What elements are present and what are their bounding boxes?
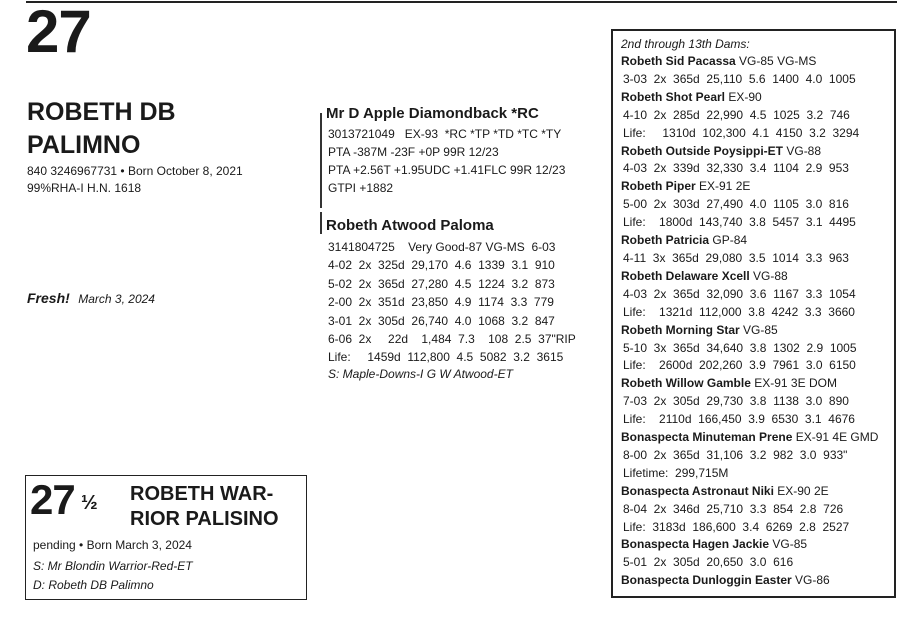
ancestor-dam-name: Bonaspecta Astronaut Niki: [621, 483, 774, 498]
top-rule: [26, 1, 897, 3]
ancestor-dam-record: 5-01 2x 305d 20,650 3.0 616: [623, 555, 794, 570]
ancestor-dam-title: [621, 572, 894, 590]
ancestor-dam-entry: [621, 143, 894, 179]
sire-line: PTA -387M -23F +0P 99R 12/23: [328, 145, 499, 159]
ancestor-dam-entry: [621, 429, 894, 483]
calf-lot-half: ½: [81, 492, 98, 514]
dam-record-row: 2-00 2x 351d 23,850 4.9 1174 3.3 779: [328, 295, 554, 310]
ancestor-dam-classification: VG-88: [783, 143, 822, 158]
ancestor-dam-title: [621, 89, 894, 107]
calf-dam: D: Robeth DB Palimno: [33, 578, 154, 592]
ancestor-dam-name: Robeth Willow Gamble: [621, 376, 751, 391]
ancestor-dam-record: 5-00 2x 303d 27,490 4.0 1105 3.0 816: [623, 197, 849, 212]
ancestor-dam-classification: EX-90: [725, 89, 762, 104]
dam-record-block: [328, 238, 576, 367]
ancestor-dam-classification: EX-91 4E GMD: [792, 430, 879, 445]
dams-list: [621, 53, 894, 590]
sire-bracket: [320, 113, 322, 208]
ancestor-dam-entry: [621, 53, 894, 89]
ancestor-dam-title: [621, 429, 894, 447]
ancestor-dam-name: Robeth Sid Pacassa: [621, 54, 736, 68]
ancestor-dam-entry: [621, 268, 894, 322]
dam-sire-line: S: Maple-Downs-I G W Atwood-ET: [328, 367, 513, 381]
ancestor-dam-name: Bonaspecta Hagen Jackie: [621, 537, 770, 552]
ancestor-dam-classification: VG-85 VG-MS: [735, 54, 817, 68]
ancestor-dam-name: Robeth Patricia: [621, 233, 710, 248]
fresh-date: March 3, 2024: [78, 292, 155, 306]
ancestor-dam-record: 4-10 2x 285d 22,990 4.5 1025 3.2 746: [623, 107, 850, 122]
dam-record-row: 6-06 2x 22d 1,484 7.3 108 2.5 37"RIP: [328, 331, 576, 346]
ancestor-dam-record: 4-11 3x 365d 29,080 3.5 1014 3.3 963: [623, 250, 849, 265]
ancestor-dam-name: Robeth Delaware Xcell: [621, 268, 750, 283]
ancestor-dam-name: Bonaspecta Dunloggin Easter: [621, 573, 792, 588]
dam-reg: 3141804725 Very Good-87 VG-MS 6-03: [328, 240, 556, 254]
ancestor-dam-classification: VG-85: [769, 537, 808, 552]
ancestor-dam-classification: EX-90 2E: [773, 483, 829, 498]
calf-name: ROBETH WAR-RIOR PALISINO: [130, 483, 279, 530]
ancestor-dam-title: [621, 322, 894, 340]
ancestor-dam-name: Robeth Shot Pearl: [621, 89, 726, 104]
ancestor-dam-entry: [621, 232, 894, 268]
ancestor-dam-record: 4-03 2x 339d 32,330 3.4 1104 2.9 953: [623, 161, 849, 176]
calf-lot-number: 27: [30, 476, 75, 523]
ancestor-dam-entry: [621, 178, 894, 232]
ancestor-dam-entry: [621, 536, 894, 572]
ancestor-dam-entry: [621, 322, 894, 376]
dam-record-row: Life: 1459d 112,800 4.5 5082 3.2 3615: [328, 350, 564, 365]
ancestor-dam-name: Robeth Morning Star: [621, 322, 740, 337]
ancestor-dam-record: Life: 2110d 166,450 3.9 6530 3.1 4676: [623, 412, 855, 427]
sire-line: GTPI +1882: [328, 181, 394, 195]
sire-line: 3013721049 EX-93 *RC *TP *TD *TC *TY: [328, 127, 562, 141]
ancestor-dam-name: Robeth Outside Poysippi-ET: [621, 143, 784, 158]
ancestor-dam-record: Life: 1321d 112,000 3.8 4242 3.3 3660: [623, 304, 855, 319]
ancestor-dam-classification: GP-84: [709, 233, 748, 248]
ancestor-dam-entry: [621, 375, 894, 429]
ancestor-dam-name: Robeth Piper: [621, 179, 696, 194]
ancestor-dam-title: [621, 375, 894, 393]
fresh-label: Fresh!: [27, 290, 70, 306]
ancestor-dam-title: [621, 53, 894, 71]
ancestor-dam-title: [621, 143, 894, 161]
fresh-line: [27, 290, 155, 308]
ancestor-dam-record: Life: 1310d 102,300 4.1 4150 3.2 3294: [623, 125, 860, 140]
dams-header: 2nd through 13th Dams:: [621, 37, 750, 51]
ancestor-dam-classification: EX-91 3E DOM: [750, 376, 837, 391]
calf-sire: S: Mr Blondin Warrior-Red-ET: [33, 559, 193, 573]
cow-name: ROBETH DB PALIMNO: [27, 98, 176, 159]
dam-record-row: 3-01 2x 305d 26,740 4.0 1068 3.2 847: [328, 313, 555, 328]
ancestor-dam-entry: [621, 89, 894, 143]
dams-box: [611, 29, 896, 598]
lot-number: 27: [26, 0, 91, 65]
ancestor-dam-name: Bonaspecta Minuteman Prene: [621, 430, 793, 445]
ancestor-dam-record: 8-00 2x 365d 31,106 3.2 982 3.0 933": [623, 447, 848, 462]
ancestor-dam-record: Life: 3183d 186,600 3.4 6269 2.8 2527: [623, 519, 850, 534]
cow-id-born: 840 3246967731 • Born October 8, 2021: [27, 164, 243, 178]
calf-box: [25, 475, 307, 600]
ancestor-dam-record: 3-03 2x 365d 25,110 5.6 1400 4.0 1005: [623, 71, 856, 86]
dam-name: Robeth Atwood Paloma: [326, 217, 494, 234]
sire-line: PTA +2.56T +1.95UDC +1.41FLC 99R 12/23: [328, 163, 566, 177]
ancestor-dam-classification: VG-88: [749, 268, 788, 283]
ancestor-dam-classification: EX-91 2E: [695, 179, 751, 194]
cow-rha-hn: 99%RHA-I H.N. 1618: [27, 181, 142, 195]
ancestor-dam-classification: VG-86: [791, 573, 830, 588]
calf-status: pending • Born March 3, 2024: [33, 538, 192, 552]
sire-name: Mr D Apple Diamondback *RC: [326, 105, 539, 122]
ancestor-dam-record: Life: 2600d 202,260 3.9 7961 3.0 6150: [623, 358, 856, 373]
dam-record-row: 5-02 2x 365d 27,280 4.5 1224 3.2 873: [328, 276, 555, 291]
dam-record-row: 4-02 2x 325d 29,170 4.6 1339 3.1 910: [328, 258, 555, 273]
ancestor-dam-record: 7-03 2x 305d 29,730 3.8 1138 3.0 890: [623, 394, 849, 409]
ancestor-dam-record: 8-04 2x 346d 25,710 3.3 854 2.8 726: [623, 501, 844, 516]
ancestor-dam-record: Lifetime: 299,715M: [623, 465, 729, 480]
ancestor-dam-record: 5-10 3x 365d 34,640 3.8 1302 2.9 1005: [623, 340, 857, 355]
ancestor-dam-entry: [621, 572, 894, 590]
ancestor-dam-title: [621, 178, 894, 196]
ancestor-dam-record: 4-03 2x 365d 32,090 3.6 1167 3.3 1054: [623, 286, 856, 301]
ancestor-dam-title: [621, 483, 894, 501]
ancestor-dam-title: [621, 268, 894, 286]
ancestor-dam-classification: VG-85: [739, 322, 778, 337]
ancestor-dam-record: Life: 1800d 143,740 3.8 5457 3.1 4495: [623, 215, 856, 230]
ancestor-dam-entry: [621, 483, 894, 537]
dam-bracket: [320, 212, 322, 234]
ancestor-dam-title: [621, 232, 894, 250]
ancestor-dam-title: [621, 536, 894, 554]
